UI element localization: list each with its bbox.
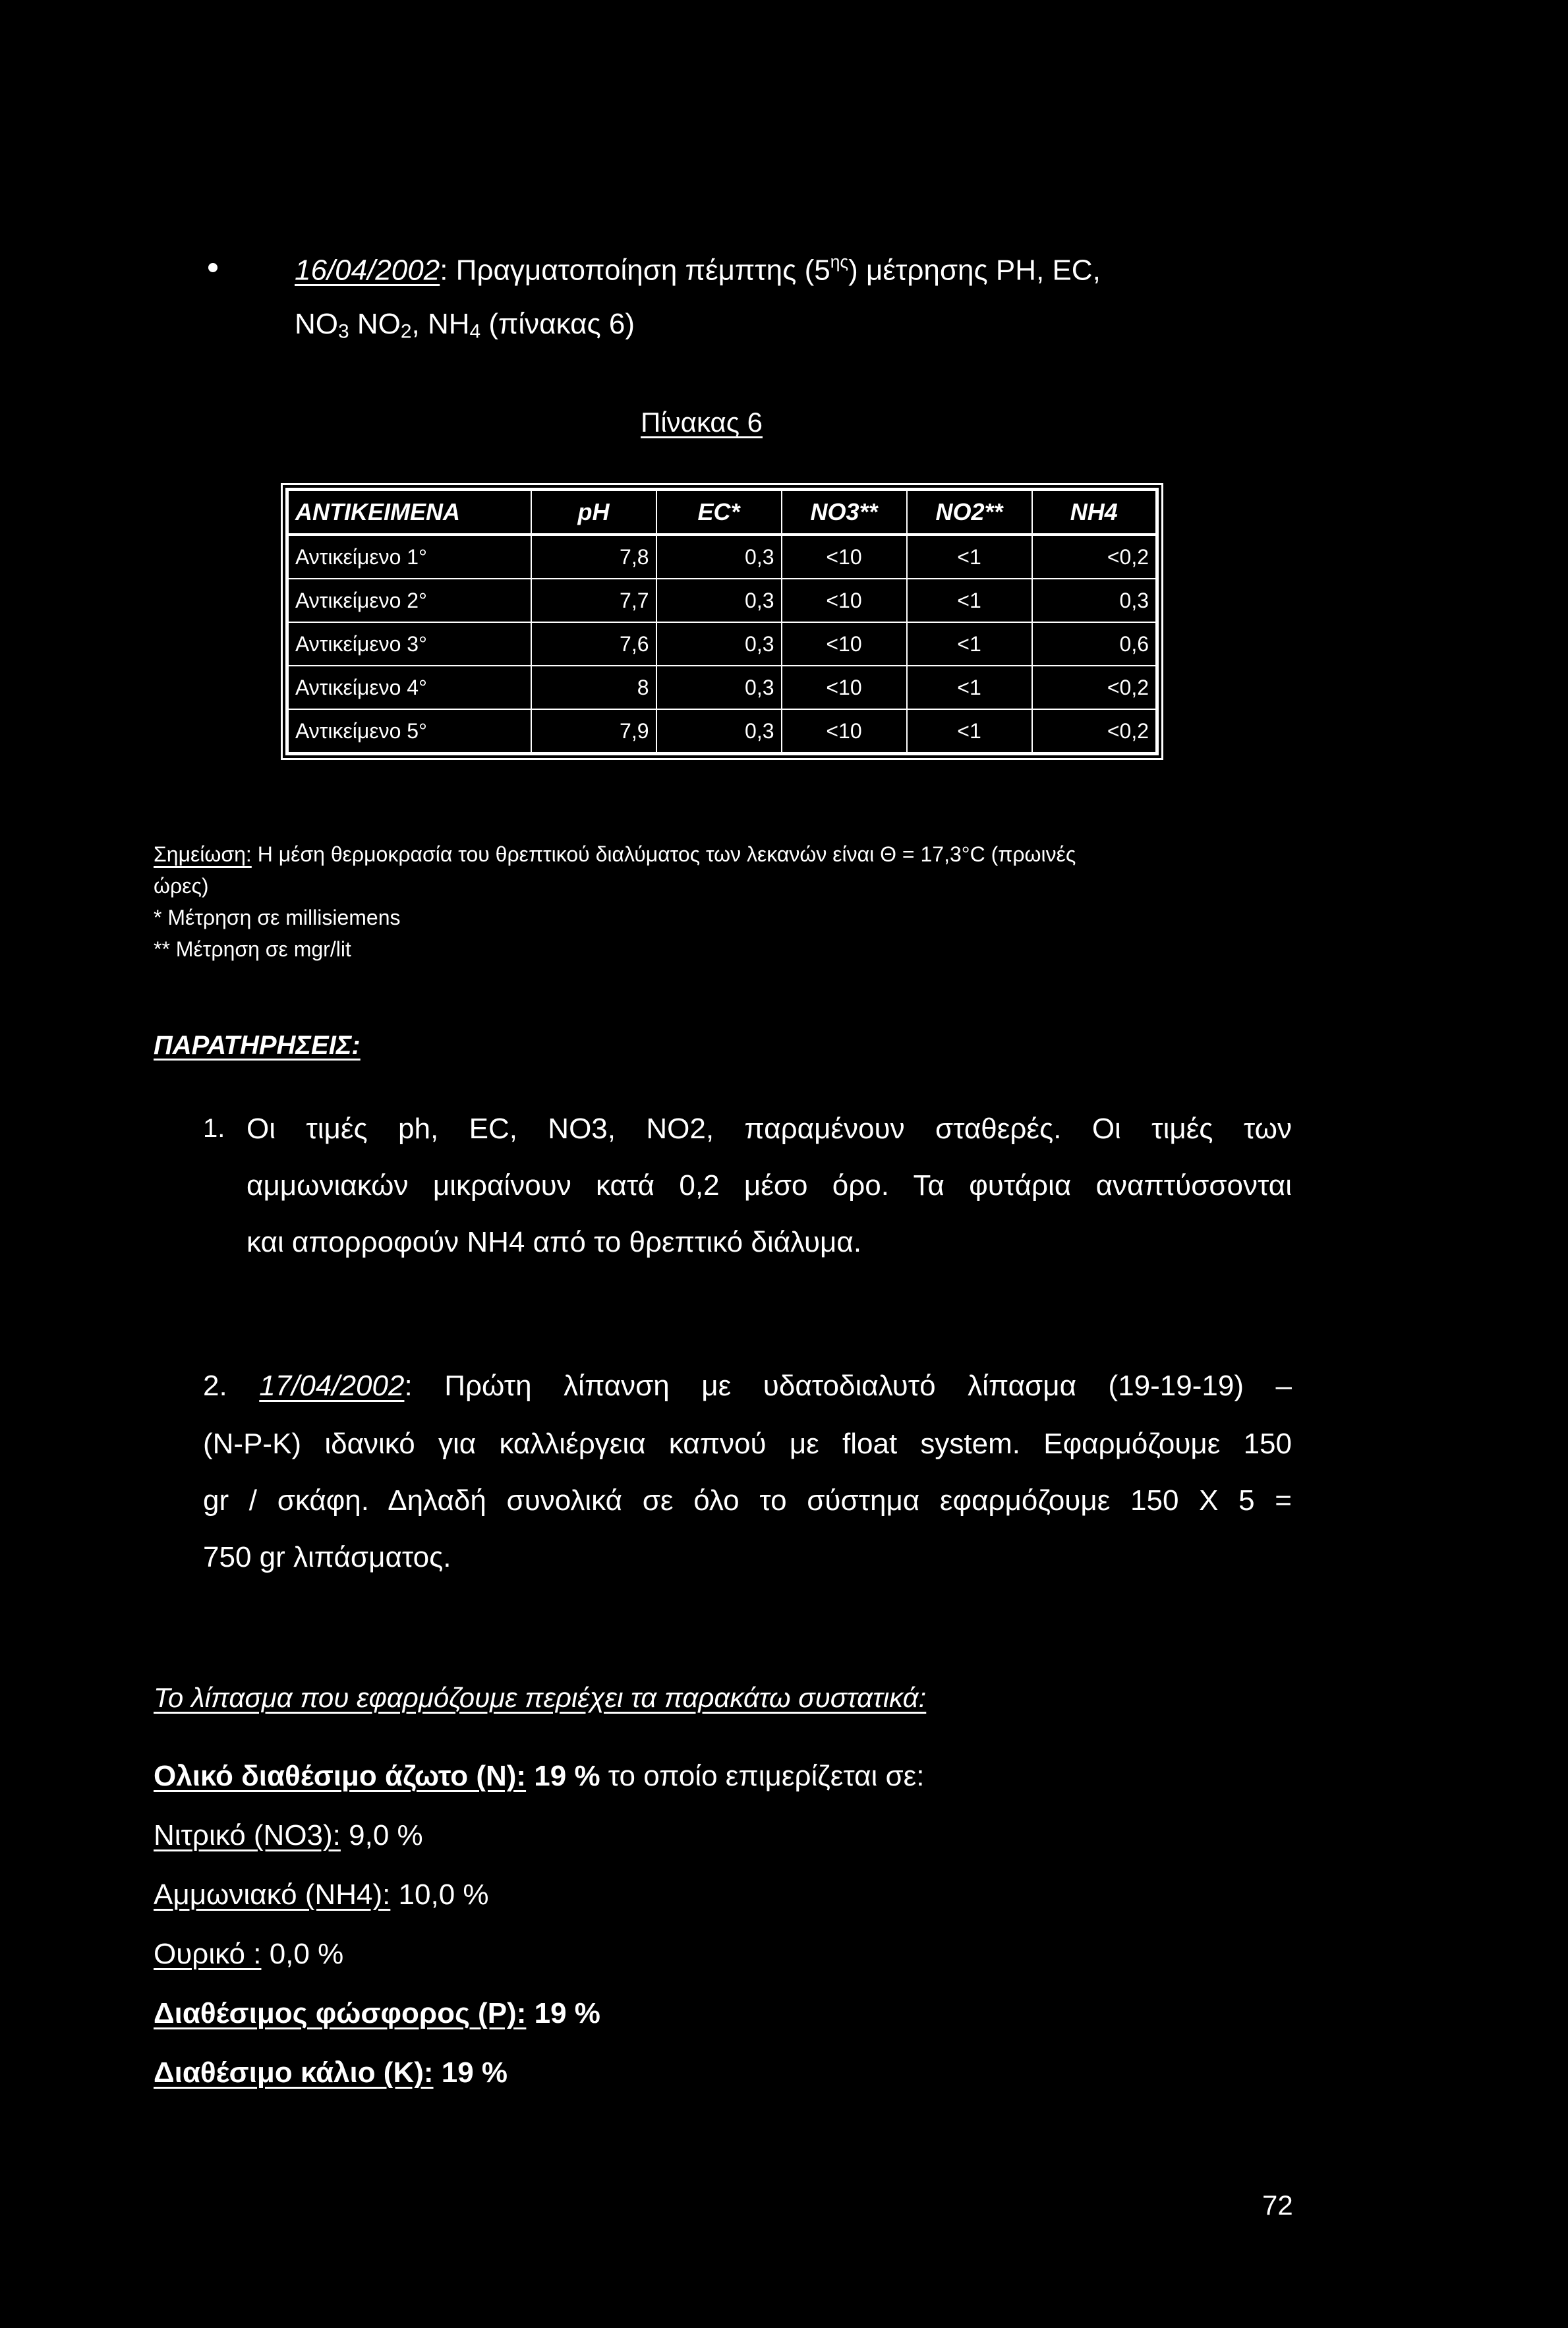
note-line-2: ώρες) xyxy=(154,874,209,898)
intro-sup: ης xyxy=(830,252,849,272)
fert-urea-line xyxy=(154,1938,343,1971)
fert-nitrogen-rest: το οποίο επιμερίζεται σε: xyxy=(600,1760,925,1792)
cell-ec: 0,3 xyxy=(656,535,782,579)
cell-ph: 7,7 xyxy=(531,579,656,622)
fert-nitrate-value: 9,0 % xyxy=(340,1819,423,1851)
cell-no3: <10 xyxy=(782,535,907,579)
fert-nitrogen-value: 19 % xyxy=(526,1760,600,1792)
fert-ammonium-label: Αμμωνιακό (ΝΗ4): xyxy=(154,1878,391,1911)
cell-ph: 8 xyxy=(531,666,656,709)
remarks-title: ΠΑΡΑΤΗΡΗΣΕΙΣ: xyxy=(154,1031,361,1060)
cell-no2: <1 xyxy=(907,666,1032,709)
remark-2-text-1: : Πρώτη λίπανση με υδατοδιαλυτό λίπασμα (19-19-19) – xyxy=(404,1370,1292,1402)
cell-object: Αντικείμενο 4° xyxy=(287,666,531,709)
cell-ec: 0,3 xyxy=(656,579,782,622)
intro-date: 16/04/2002 xyxy=(295,254,440,287)
intro-line-1 xyxy=(295,253,1101,285)
intro-sub-3: 3 xyxy=(338,320,349,343)
fert-ammonium-line xyxy=(154,1878,489,1911)
cell-ec: 0,3 xyxy=(656,709,782,754)
fert-ammonium-value: 10,0 % xyxy=(390,1878,489,1911)
fert-nitrate-line xyxy=(154,1819,423,1852)
fertilizer-title: Το λίπασμα που εφαρμόζουμε περιέχει τα παρακάτω συστατικά: xyxy=(154,1682,927,1713)
fert-nitrogen-label: Ολικό διαθέσιμο άζωτο (Ν): xyxy=(154,1760,527,1792)
remark-1-line-3: και απορροφούν NH4 από το θρεπτικό διάλυμα. xyxy=(247,1226,862,1258)
intro-sub-4: 4 xyxy=(469,320,481,343)
intro-line-2 xyxy=(295,310,635,342)
fert-phosphorus-label: Διαθέσιμος φώσφορος (Ρ): xyxy=(154,1997,527,2029)
fert-potassium-line xyxy=(154,2056,508,2089)
intro-no2: NO xyxy=(349,308,401,340)
note-label: Σημείωση: xyxy=(154,842,252,866)
header-objects: ΑΝΤΙΚΕΙΜΕΝΑ xyxy=(287,490,531,535)
intro-sub-2: 2 xyxy=(400,320,412,343)
remark-2-line-4: 750 gr λιπάσματος. xyxy=(203,1541,451,1573)
intro-table-ref: (πίνακας 6) xyxy=(480,308,635,340)
note-line-3: * Μέτρηση σε millisiemens xyxy=(154,906,401,929)
cell-no2: <1 xyxy=(907,622,1032,666)
remark-2-date: 17/04/2002 xyxy=(259,1370,405,1402)
cell-no3: <10 xyxy=(782,666,907,709)
remark-1-line-1: Οι τιμές ph, EC, NO3, NO2, παραμένουν σταθερές. Οι τιμές των xyxy=(247,1113,1292,1145)
cell-ec: 0,3 xyxy=(656,666,782,709)
cell-no2: <1 xyxy=(907,579,1032,622)
bullet-point xyxy=(208,263,218,272)
table-row xyxy=(287,666,1157,709)
cell-no3: <10 xyxy=(782,579,907,622)
table-row xyxy=(287,579,1157,622)
note-line-1 xyxy=(154,838,1340,870)
fert-potassium-value: 19 % xyxy=(433,2056,508,2089)
intro-text-b: ) μέτρησης PH, EC, xyxy=(848,254,1101,287)
cell-ph: 7,6 xyxy=(531,622,656,666)
cell-no2: <1 xyxy=(907,709,1032,754)
table-row xyxy=(287,535,1157,579)
cell-nh4: <0,2 xyxy=(1032,535,1157,579)
fert-nitrate-label: Νιτρικό (ΝΟ3): xyxy=(154,1819,341,1851)
header-nh4: NH4 xyxy=(1032,490,1157,535)
intro-text-a: : Πραγματοποίηση πέμπτης (5 xyxy=(440,254,830,287)
remark-2-line-3: gr / σκάφη. Δηλαδή συνολικά σε όλο το σύστημα εφαρμόζουμε 150 Χ 5 = xyxy=(203,1484,1292,1517)
cell-ph: 7,9 xyxy=(531,709,656,754)
cell-object: Αντικείμενο 5° xyxy=(287,709,531,754)
header-ec: EC* xyxy=(656,490,782,535)
remark-2-line-1 xyxy=(203,1370,1292,1403)
note-block xyxy=(154,838,1340,965)
cell-no2: <1 xyxy=(907,535,1032,579)
cell-nh4: <0,2 xyxy=(1032,666,1157,709)
cell-nh4: <0,2 xyxy=(1032,709,1157,754)
header-no2: NO2** xyxy=(907,490,1032,535)
note-text-1: Η μέση θερμοκρασία του θρεπτικού διαλύματος των λεκανών είναι Θ = 17,3°C (πρωινές xyxy=(251,842,1076,866)
fert-urea-label: Ουρικό : xyxy=(154,1938,262,1970)
remark-1-line-2: αμμωνιακών μικραίνουν κατά 0,2 μέσο όρο. Τα φυτάρια αναπτύσσονται xyxy=(247,1169,1292,1202)
remark-2-number: 2. xyxy=(203,1370,227,1402)
intro-nh: , NH xyxy=(411,308,470,340)
cell-ec: 0,3 xyxy=(656,622,782,666)
header-ph: pH xyxy=(531,490,656,535)
table-row xyxy=(287,709,1157,754)
note-line-4: ** Μέτρηση σε mgr/lit xyxy=(154,937,351,961)
cell-object: Αντικείμενο 3° xyxy=(287,622,531,666)
header-no3: NO3** xyxy=(782,490,907,535)
remark-2-line-2: (N-P-K) ιδανικό για καλλιέργεια καπνού με float system. Εφαρμόζουμε 150 xyxy=(203,1428,1292,1460)
intro-no: NO xyxy=(295,308,338,340)
page-number: 72 xyxy=(1262,2190,1293,2221)
table-header-row xyxy=(287,490,1157,535)
fert-nitrogen-line xyxy=(154,1760,925,1793)
fert-potassium-label: Διαθέσιμο κάλιο (Κ): xyxy=(154,2056,434,2089)
remark-1-number: 1. xyxy=(203,1114,225,1143)
fert-urea-value: 0,0 % xyxy=(261,1938,344,1970)
cell-object: Αντικείμενο 1° xyxy=(287,535,531,579)
cell-ph: 7,8 xyxy=(531,535,656,579)
fert-phosphorus-value: 19 % xyxy=(526,1997,600,2029)
cell-object: Αντικείμενο 2° xyxy=(287,579,531,622)
fert-phosphorus-line xyxy=(154,1997,600,2030)
cell-nh4: 0,3 xyxy=(1032,579,1157,622)
table-title: Πίνακας 6 xyxy=(641,407,763,438)
measurement-table xyxy=(285,488,1159,755)
cell-no3: <10 xyxy=(782,709,907,754)
cell-nh4: 0,6 xyxy=(1032,622,1157,666)
cell-no3: <10 xyxy=(782,622,907,666)
table-row xyxy=(287,622,1157,666)
